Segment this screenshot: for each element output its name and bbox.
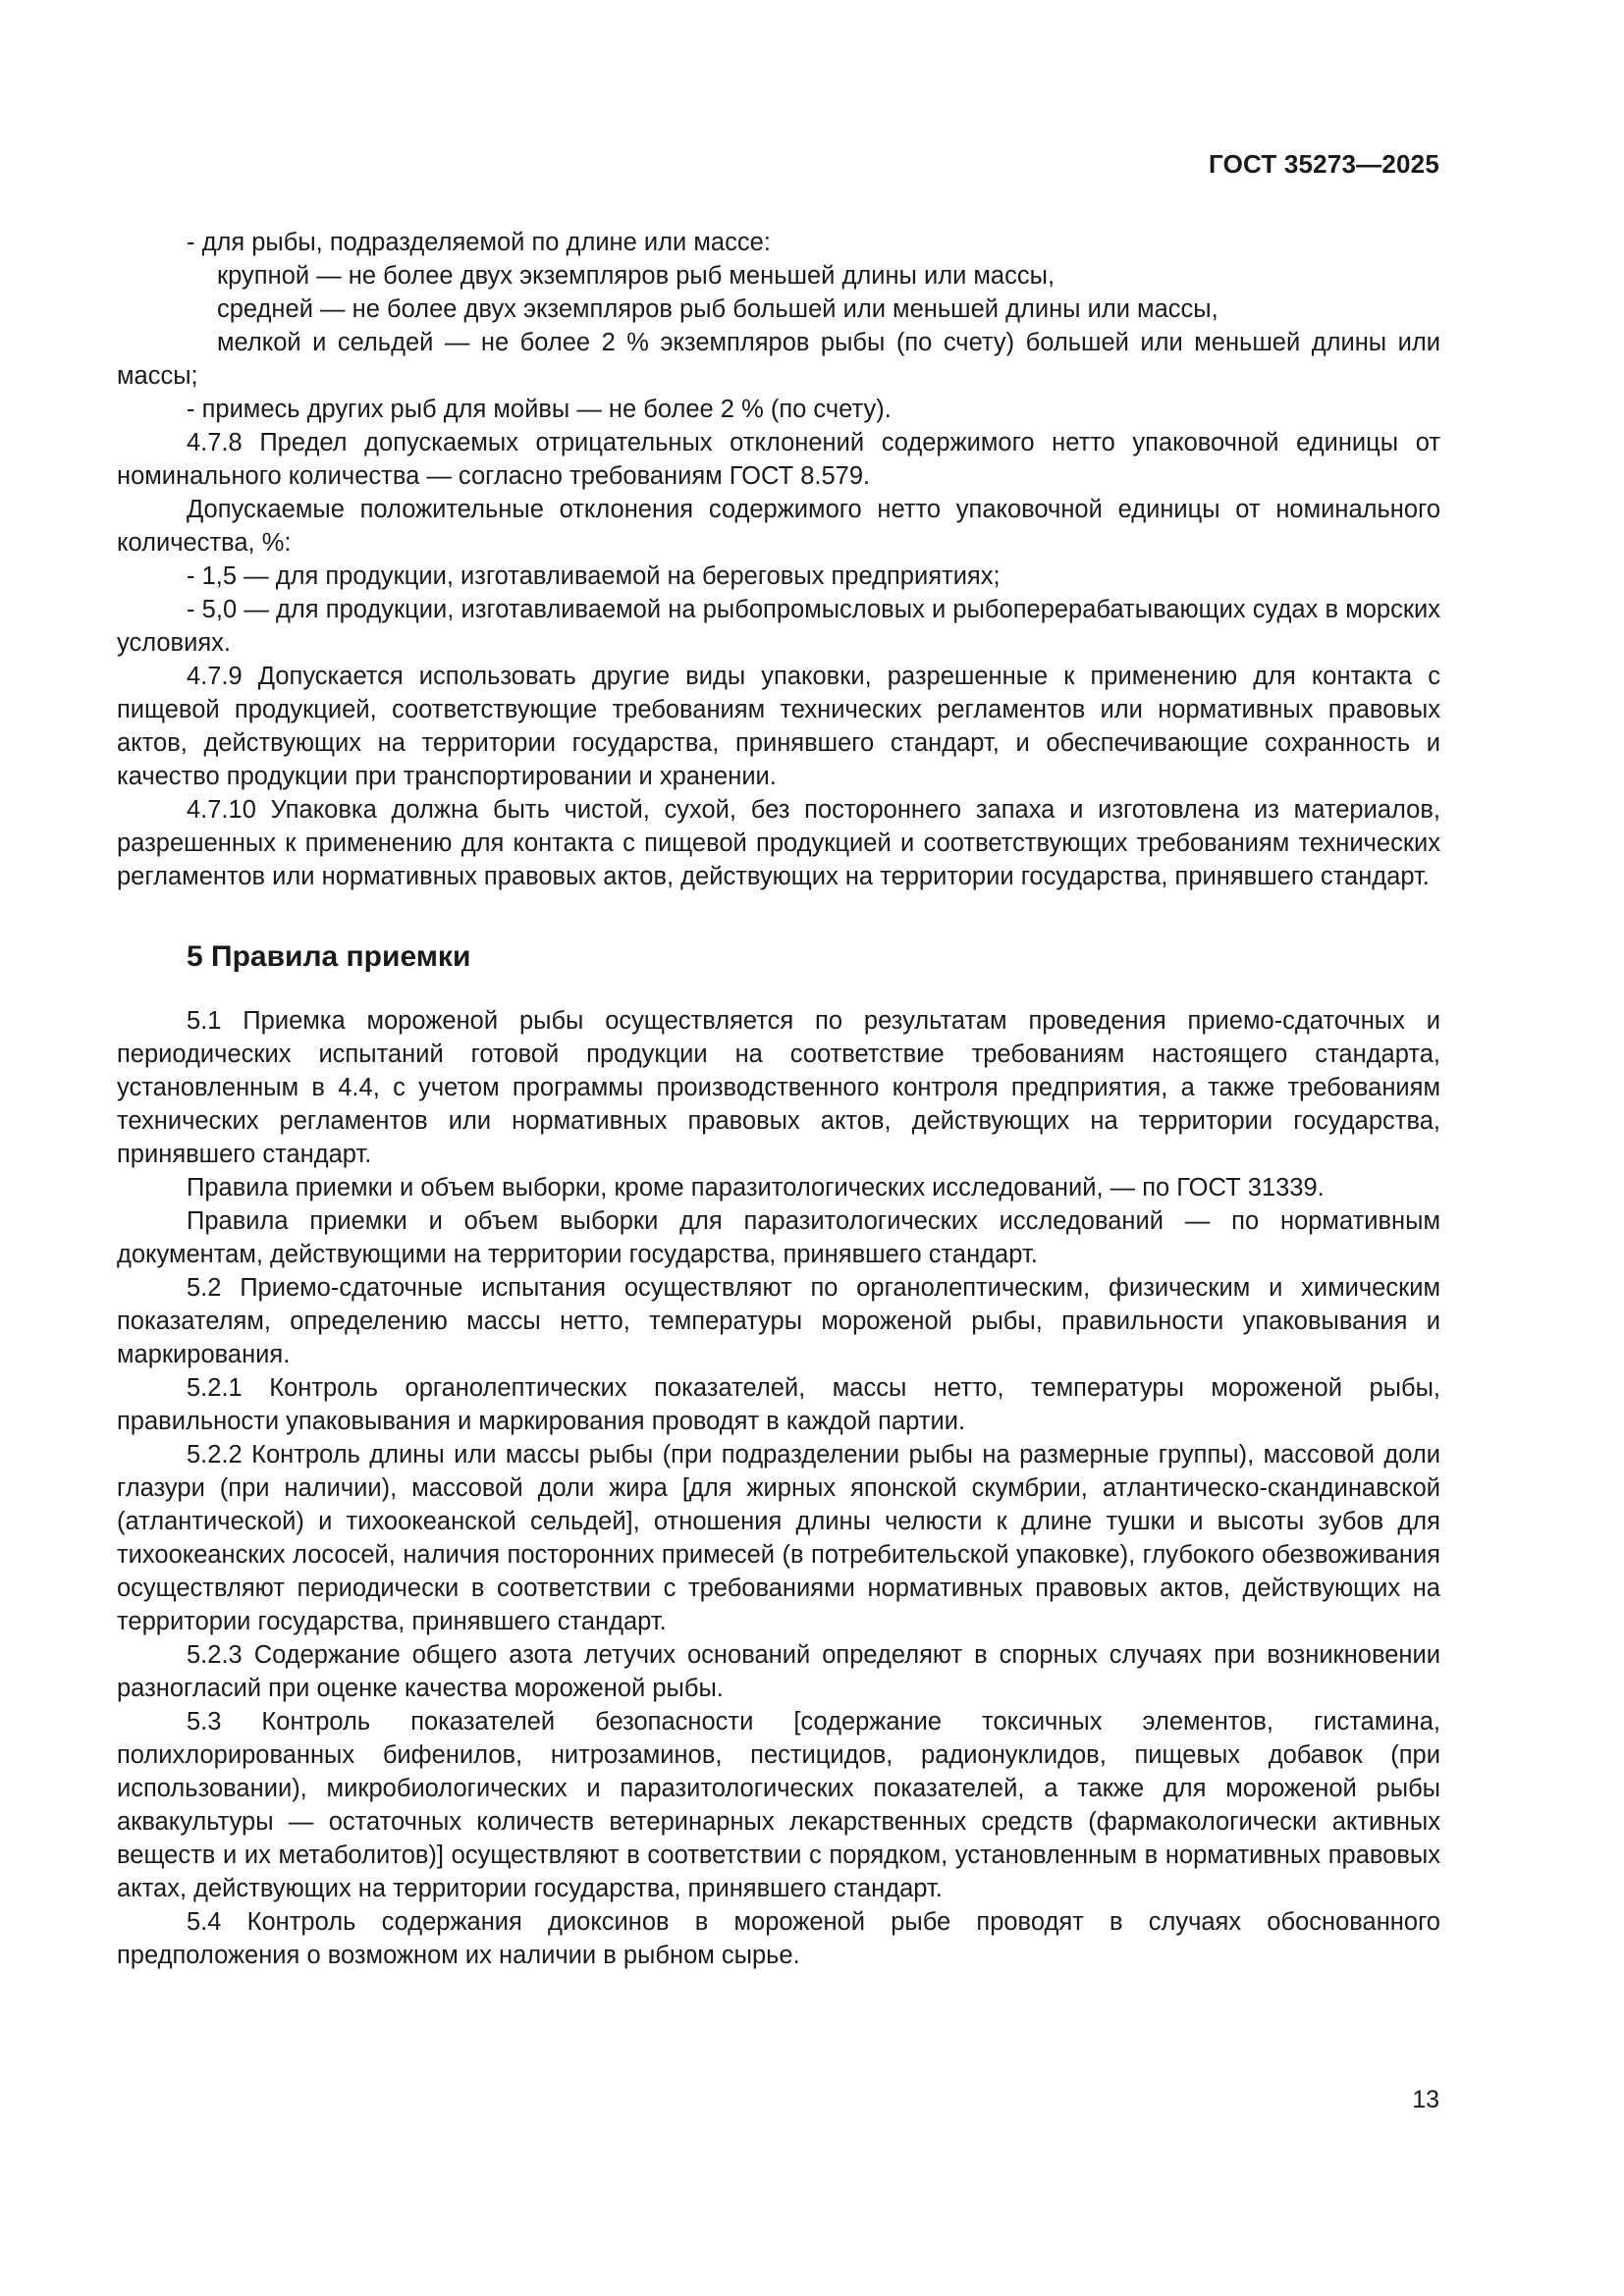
paragraph: 5.2.3 Содержание общего азота летучих оснований определяют в спорных случаях при возникновении разногласий при оценке качества мороженой рыбы. <box>117 1641 1440 1702</box>
page-content <box>117 226 1440 1972</box>
paragraph: 5.4 Контроль содержания диоксинов в мороженой рыбе проводят в случаях обоснованного предположения о возможном их наличии в рыбном сырье. <box>117 1908 1440 1969</box>
paragraph: 4.7.9 Допускается использовать другие виды упаковки, разрешенные к применению для контакта с пищевой продукцией, соответствующие требованиям технических регламентов или нормативных правовых актов, действующих на территории государства, принявшего стандарт, и обеспечивающие сохранность и качество продукции при транспортировании и хранении. <box>117 663 1440 790</box>
paragraph: 4.7.10 Упаковка должна быть чистой, сухой, без постороннего запаха и изготовлена из материалов, разрешенных к применению для контакта с пищевой продукцией и соответствующих требованиям технических регламентов или нормативных правовых актов, действующих на территории государства, принявшего стандарт. <box>117 796 1440 890</box>
paragraph: Допускаемые положительные отклонения содержимого нетто упаковочной единицы от номинального количества, %: <box>117 496 1440 557</box>
paragraph: Правила приемки и объем выборки для паразитологических исследований — по нормативным документам, действующими на территории государства, принявшего стандарт. <box>117 1207 1440 1268</box>
paragraph: - примесь других рыб для мойвы — не более 2 % (по счету). <box>187 396 892 423</box>
paragraph: крупной — не более двух экземпляров рыб меньшей длины или массы, <box>217 262 1056 290</box>
paragraph: средней — не более двух экземпляров рыб большей или меньшей длины или массы, <box>217 295 1218 323</box>
paragraph: Правила приемки и объем выборки, кроме паразитологических исследований, — по ГОСТ 31339. <box>187 1174 1325 1201</box>
paragraph: 5.2 Приемо-сдаточные испытания осуществляют по органолептическим, физическим и химическим показателям, определению массы нетто, температуры мороженой рыбы, правильности упаковывания и маркирования. <box>117 1274 1440 1368</box>
paragraph: 4.7.8 Предел допускаемых отрицательных отклонений содержимого нетто упаковочной единицы от номинального количества — согласно требованиям ГОСТ 8.579. <box>117 429 1440 490</box>
document-id-header: ГОСТ 35273—2025 <box>1209 149 1439 179</box>
paragraph: мелкой и сельдей — не более 2 % экземпляров рыбы (по счету) большей или меньшей длины или массы; <box>117 329 1440 390</box>
paragraph: 5.1 Приемка мороженой рыбы осуществляется по результатам проведения приемо-сдаточных и периодических испытаний готовой продукции на соответствие требованиям настоящего стандарта, установленным в 4.4, с учетом программы производственного контроля предприятия, а также требованиям технических регламентов или нормативных правовых актов, действующих на территории государства, принявшего стандарт. <box>117 1007 1440 1168</box>
paragraph: - для рыбы, подразделяемой по длине или массе: <box>187 229 771 256</box>
paragraph: 5.2.2 Контроль длины или массы рыбы (при подразделении рыбы на размерные группы), массовой доли глазури (при наличии), массовой доли жира [для жирных японской скумбрии, атлантическо-скандинавской (атлантической) и тихоокеанской сельдей], отношения длины челюсти к длине тушки и высоты зубов для тихоокеанских лососей, наличия посторонних примесей (в потребительской упаковке), глубокого обезвоживания осуществляют периодически в соответствии с требованиями нормативных правовых актов, действующих на территории государства, принявшего стандарт. <box>117 1441 1440 1635</box>
paragraph: 5.2.1 Контроль органолептических показателей, массы нетто, температуры мороженой рыбы, правильности упаковывания и маркирования проводят в каждой партии. <box>117 1374 1440 1435</box>
page-number: 13 <box>1412 2086 1439 2113</box>
paragraph: - 1,5 — для продукции, изготавливаемой на береговых предприятиях; <box>187 562 1001 590</box>
section-title: 5 Правила приемки <box>187 940 471 973</box>
paragraph: - 5,0 — для продукции, изготавливаемой на рыбопромысловых и рыбоперерабатывающих судах в морских условиях. <box>117 596 1440 657</box>
paragraph: 5.3 Контроль показателей безопасности [содержание токсичных элементов, гистамина, полихлорированных бифенилов, нитрозаминов, пестицидов, радионуклидов, пищевых добавок (при использовании), микробиологических и паразитологических показателей, а также для мороженой рыбы аквакультуры — остаточных количеств ветеринарных лекарственных средств (фармакологически активных веществ и их метаболитов)] осуществляют в соответствии с порядком, установленным в нормативных правовых актах, действующих на территории государства, принявшего стандарт. <box>117 1708 1440 1902</box>
